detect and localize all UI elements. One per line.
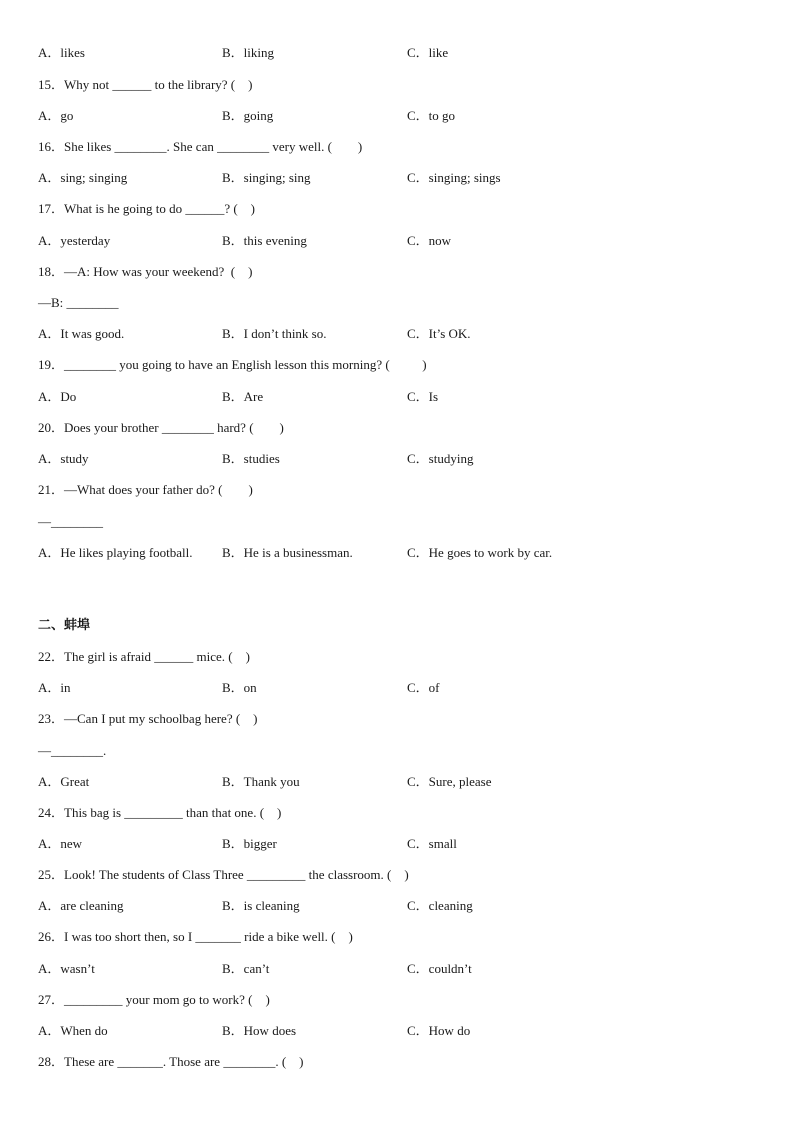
answer-option-c[interactable]: C．to go: [407, 108, 456, 123]
answer-option-a[interactable]: A．It was good.: [38, 326, 125, 341]
answer-option-c[interactable]: C．like: [407, 45, 449, 60]
question-text: 19．________ you going to have an English lesson this morning? ( ): [38, 357, 427, 372]
question-text: —________.: [38, 743, 107, 758]
answer-option-c[interactable]: C．How do: [407, 1023, 471, 1038]
answer-option-b[interactable]: B．can’t: [222, 961, 270, 976]
answer-option-a[interactable]: A．new: [38, 836, 83, 851]
answer-option-c[interactable]: C．now: [407, 233, 452, 248]
answer-option-b[interactable]: B．Thank you: [222, 774, 300, 789]
question-text: —B: ________: [38, 295, 119, 310]
answer-option-b[interactable]: B．He is a businessman.: [222, 545, 353, 560]
question-text: —________: [38, 514, 103, 529]
answer-option-b[interactable]: B．bigger: [222, 836, 277, 851]
answer-option-b[interactable]: B．I don’t think so.: [222, 326, 327, 341]
answer-option-a[interactable]: A．study: [38, 451, 89, 466]
answer-option-b[interactable]: B．this evening: [222, 233, 307, 248]
answer-option-c[interactable]: C．couldn’t: [407, 961, 472, 976]
answer-option-b[interactable]: B．on: [222, 680, 257, 695]
answer-option-a[interactable]: A．wasn’t: [38, 961, 95, 976]
question-text: 16．She likes ________. She can ________ very well. ( ): [38, 139, 363, 154]
answer-option-c[interactable]: C．small: [407, 836, 457, 851]
section-heading: 二、蚌埠: [38, 618, 91, 633]
answer-option-c[interactable]: C．of: [407, 680, 440, 695]
answer-option-b[interactable]: B．singing; sing: [222, 170, 311, 185]
answer-option-a[interactable]: A．yesterday: [38, 233, 111, 248]
answer-option-b[interactable]: B．going: [222, 108, 274, 123]
answer-option-c[interactable]: C．studying: [407, 451, 474, 466]
answer-option-a[interactable]: A．in: [38, 680, 71, 695]
answer-option-a[interactable]: A．Do: [38, 389, 77, 404]
question-text: 22．The girl is afraid ______ mice. ( ): [38, 649, 250, 664]
question-text: 25．Look! The students of Class Three _________ the classroom. ( ): [38, 867, 409, 882]
answer-option-a[interactable]: A．sing; singing: [38, 170, 128, 185]
question-text: 28．These are _______. Those are ________. ( ): [38, 1054, 304, 1069]
question-text: 23．—Can I put my schoolbag here? ( ): [38, 711, 258, 726]
question-text: 26．I was too short then, so I _______ ride a bike well. ( ): [38, 929, 353, 944]
answer-option-c[interactable]: C．It’s OK.: [407, 326, 471, 341]
answer-option-a[interactable]: A．He likes playing football.: [38, 545, 193, 560]
answer-option-a[interactable]: A．likes: [38, 45, 85, 60]
answer-option-b[interactable]: B．is cleaning: [222, 898, 300, 913]
question-text: 20．Does your brother ________ hard? ( ): [38, 420, 284, 435]
answer-option-b[interactable]: B．liking: [222, 45, 275, 60]
question-text: 24．This bag is _________ than that one. ( ): [38, 805, 282, 820]
answer-option-c[interactable]: C．cleaning: [407, 898, 473, 913]
question-text: 15．Why not ______ to the library? ( ): [38, 77, 253, 92]
question-text: 21．—What does your father do? ( ): [38, 482, 253, 497]
answer-option-c[interactable]: C．Sure, please: [407, 774, 492, 789]
answer-option-a[interactable]: A．go: [38, 108, 74, 123]
answer-option-b[interactable]: B．How does: [222, 1023, 297, 1038]
answer-option-c[interactable]: C．Is: [407, 389, 439, 404]
answer-option-b[interactable]: B．studies: [222, 451, 280, 466]
answer-option-b[interactable]: B．Are: [222, 389, 264, 404]
question-text: 17．What is he going to do ______? ( ): [38, 201, 255, 216]
answer-option-a[interactable]: A．are cleaning: [38, 898, 124, 913]
answer-option-a[interactable]: A．Great: [38, 774, 90, 789]
answer-option-c[interactable]: C．singing; sings: [407, 170, 501, 185]
question-text: 18．—A: How was your weekend? ( ): [38, 264, 253, 279]
answer-option-c[interactable]: C．He goes to work by car.: [407, 545, 553, 560]
answer-option-a[interactable]: A．When do: [38, 1023, 108, 1038]
question-text: 27．_________ your mom go to work? ( ): [38, 992, 270, 1007]
